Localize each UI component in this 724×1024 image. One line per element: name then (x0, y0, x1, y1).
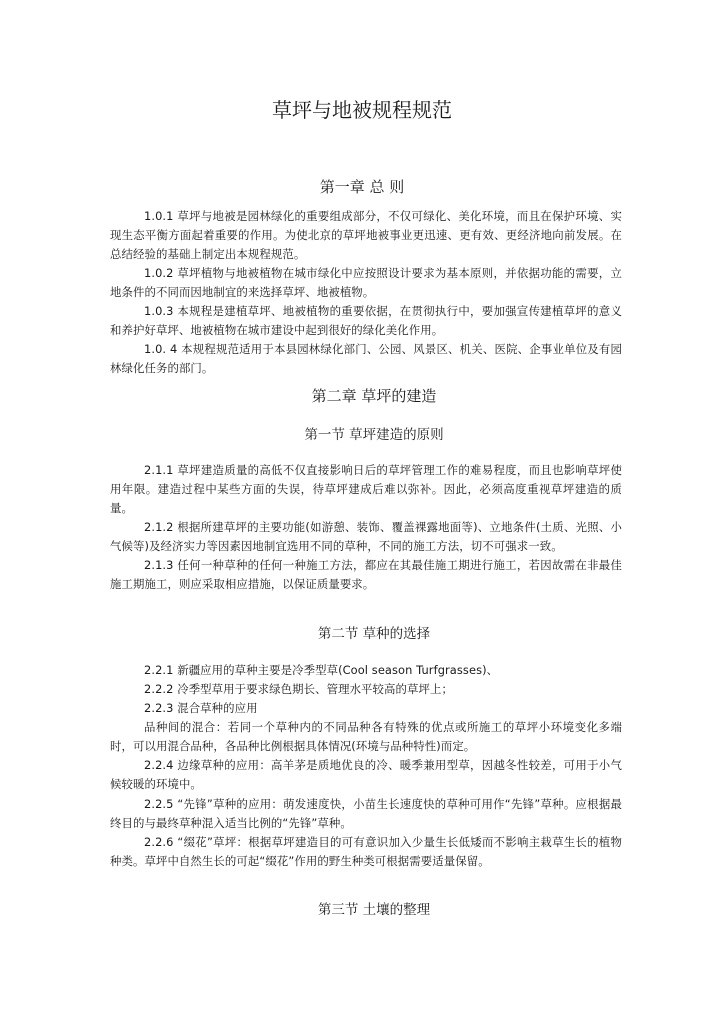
chapter-2-heading: 第二章 草坪的建造 (311, 387, 437, 405)
paragraph-1-0-2: 1.0.2 草坪植物与地被植物在城市绿化中应按照设计要求为基本原则，并依据功能的需要，立地条件的不同而因地制宜的来选择草坪、地被植物。 (110, 266, 622, 300)
paragraph-2-1-3: 2.1.3 任何一种草种的任何一种施工方法，都应在其最佳施工期进行施工，若因故需在非最佳施工期施工，则应采取相应措施，以保证质量要求。 (110, 558, 622, 592)
paragraph-2-2-5: 2.2.5 “先锋”草种的应用：萌发速度快，小苗生长速度快的草种可用作“先锋”草种。应根据最终目的与最终草种混入适当比例的“先锋”草种。 (110, 797, 622, 831)
paragraph-2-2-3: 2.2.3 混合草种的应用 (144, 701, 258, 715)
paragraph-2-2-6: 2.2.6 “缀花”草坪：根据草坪建造目的可有意识加入少量生长低矮而不影响主栽草生长的植物种类。草坪中自然生长的可起“缀花”作用的野生种类可根据需要适量保留。 (110, 835, 622, 869)
paragraph-2-2-2: 2.2.2 冷季型草用于要求绿色期长、管理水平较高的草坪上； (144, 682, 453, 696)
paragraph-2-1-1: 2.1.1 草坪建造质量的高低不仅直接影响日后的草坪管理工作的难易程度，而且也影响草坪使用年限。建造过程中某些方面的失误，待草坪建成后难以弥补。因此，必须高度重视草坪建造的质量。 (110, 463, 622, 516)
paragraph-variety-mix: 品种间的混合：若同一个草种内的不同品种各有特殊的优点或所施工的草坪小环境变化多端时，可以用混合品种，各品种比例根据具体情况(环境与品种特性)而定。 (110, 720, 622, 754)
paragraph-2-2-1: 2.2.1 新疆应用的草种主要是冷季型草(Cool season Turfgrasses)、 (144, 663, 499, 677)
document-title: 草坪与地被规程规范 (272, 98, 452, 122)
section-2-heading: 第二节 草种的选择 (317, 626, 431, 642)
paragraph-1-0-3: 1.0.3 本规程是建植草坪、地被植物的重要依据，在贯彻执行中，要加强宣传建植草坪的意义和养护好草坪、地被植物在城市建设中起到很好的绿化美化作用。 (110, 304, 622, 338)
paragraph-2-2-4: 2.2.4 边缘草种的应用：高羊茅是质地优良的冷、暖季兼用型草，因越冬性较差，可用于小气候较暖的环境中。 (110, 758, 622, 792)
paragraph-2-1-2: 2.1.2 根据所建草坪的主要功能(如游憩、装饰、覆盖裸露地面等)、立地条件(土质、光照、小气候等)及经济实力等因素因地制宜选用不同的草种，不同的施工方法，切不可强求一致。 (110, 520, 622, 554)
section-3-heading: 第三节 土壤的整理 (317, 902, 431, 918)
chapter-1-heading: 第一章 总 则 (319, 178, 405, 196)
section-1-heading: 第一节 草坪建造的原则 (304, 427, 444, 443)
paragraph-1-0-4: 1.0. 4 本规程规范适用于本县园林绿化部门、公园、风景区、机关、医院、企事业单位及有园林绿化任务的部门。 (110, 342, 622, 376)
paragraph-1-0-1: 1.0.1 草坪与地被是园林绿化的重要组成部分，不仅可绿化、美化环境，而且在保护环境、实现生态平衡方面起着重要的作用。为使北京的草坪地被事业更迅速、更有效、更经济地向前发展。在总结经验的基础上制定出本规程规范。 (110, 209, 622, 262)
